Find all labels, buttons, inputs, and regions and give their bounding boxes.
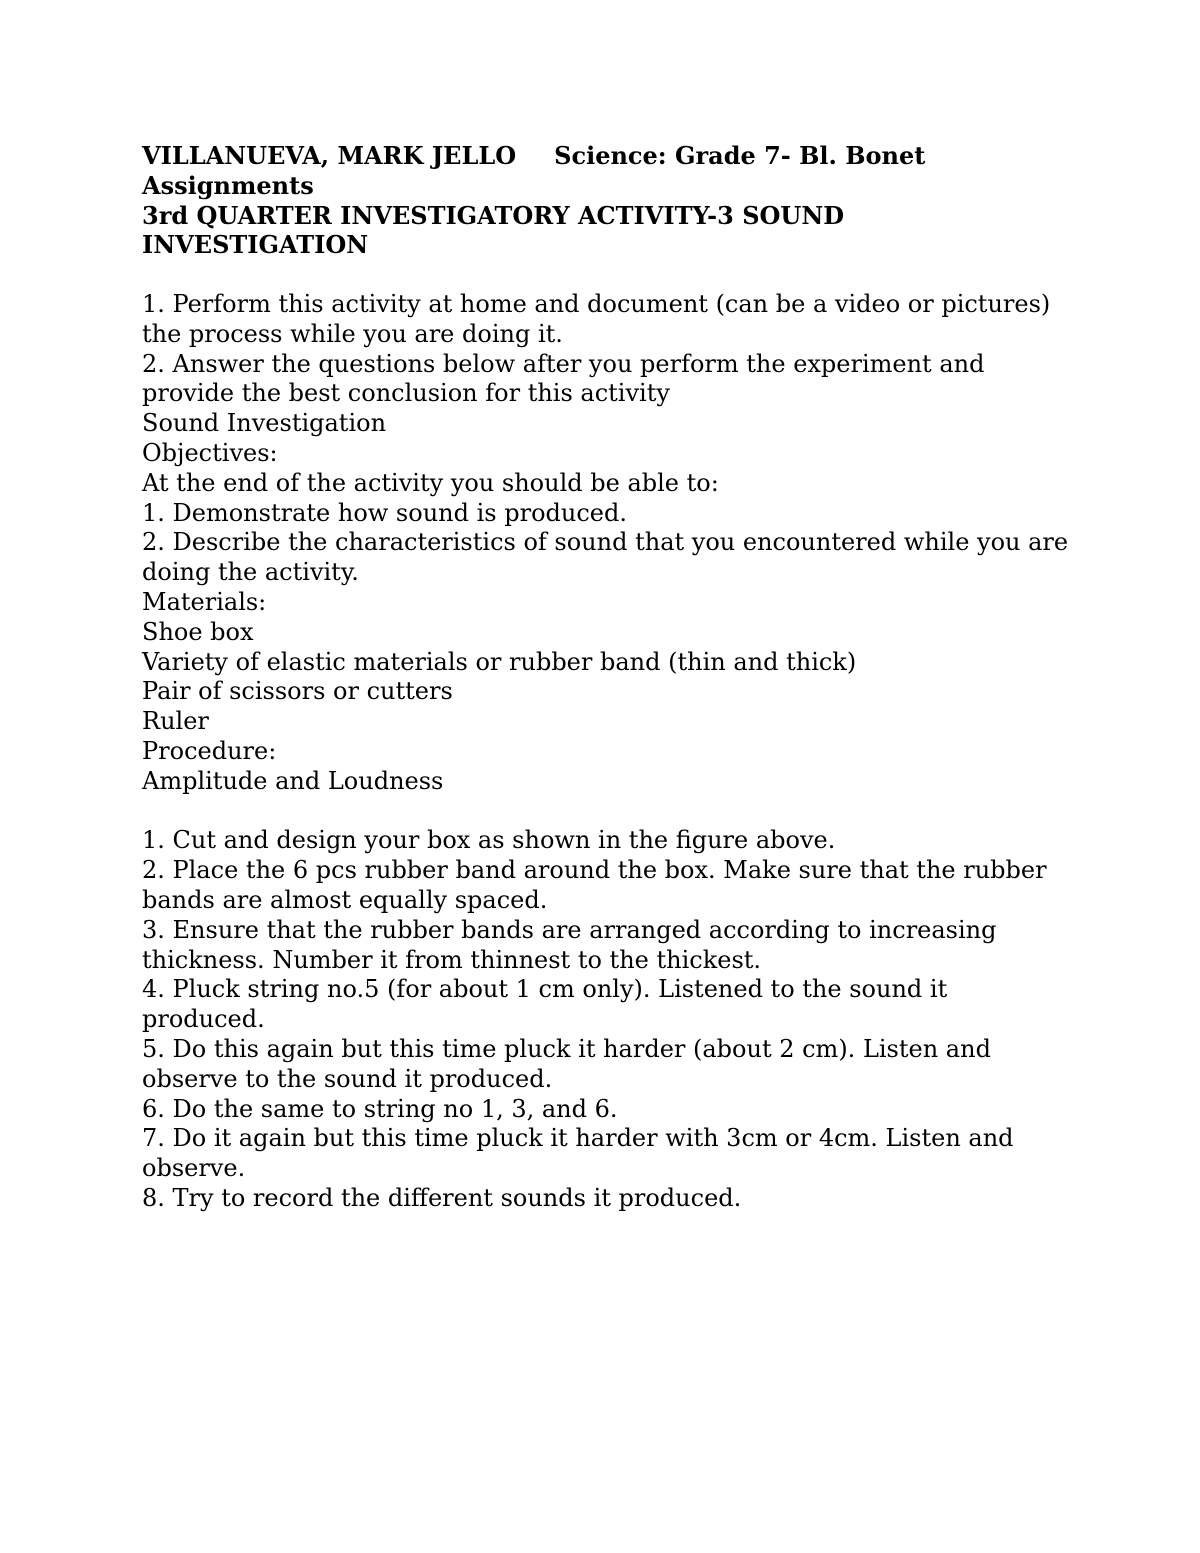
objectives-heading: Objectives: <box>142 438 278 467</box>
section-label: Assignments <box>142 170 314 200</box>
blank-line <box>142 260 1072 290</box>
procedure-step: 1. Cut and design your box as shown in the figure above. <box>142 826 836 855</box>
procedure-subheading: Amplitude and Loudness <box>142 766 444 795</box>
procedure-step: 7. Do it again but this time pluck it harder with 3cm or 4cm. Listen and observe. <box>142 1124 1014 1183</box>
procedure-step: 3. Ensure that the rubber bands are arranged according to increasing thickness. Number it from thinnest to the thickest. <box>142 915 997 974</box>
objective-item: 2. Describe the characteristics of sound that you encountered while you are doing the activity. <box>142 528 1069 587</box>
material-item: Shoe box <box>142 617 254 646</box>
procedure-heading: Procedure: <box>142 736 277 765</box>
procedure-step: 2. Place the 6 pcs rubber band around the box. Make sure that the rubber bands are almost equally spaced. <box>142 856 1047 914</box>
procedure-step: 4. Pluck string no.5 (for about 1 cm only). Listened to the sound it produced. <box>142 975 948 1034</box>
blank-line <box>142 797 1072 827</box>
procedure-step: 8. Try to record the different sounds it produced. <box>142 1183 742 1212</box>
material-item: Variety of elastic materials or rubber band (thin and thick) <box>142 647 857 676</box>
instruction-item: 1. Perform this activity at home and document (can be a video or pictures) the process while you are doing it. <box>142 289 1051 348</box>
activity-title: 3rd QUARTER INVESTIGATORY ACTIVITY-3 SOUND INVESTIGATION <box>142 200 845 260</box>
objective-item: 1. Demonstrate how sound is produced. <box>142 498 627 527</box>
activity-name: Sound Investigation <box>142 409 387 438</box>
header-line <box>142 141 1072 171</box>
materials-heading: Materials: <box>142 587 267 616</box>
instruction-item: 2. Answer the questions below after you perform the experiment and provide the best conclusion for this activity <box>142 349 985 408</box>
material-item: Pair of scissors or cutters <box>142 677 453 706</box>
course-title: Science: Grade 7- Bl. Bonet <box>554 141 926 170</box>
student-name: VILLANUEVA, MARK JELLO <box>142 141 517 170</box>
document-body <box>142 141 1072 1214</box>
procedure-step: 5. Do this again but this time pluck it harder (about 2 cm). Listen and observe to the sound it produced. <box>142 1034 991 1093</box>
objectives-intro: At the end of the activity you should be able to: <box>142 468 719 497</box>
material-item: Ruler <box>142 707 209 736</box>
procedure-step: 6. Do the same to string no 1, 3, and 6. <box>142 1094 618 1123</box>
